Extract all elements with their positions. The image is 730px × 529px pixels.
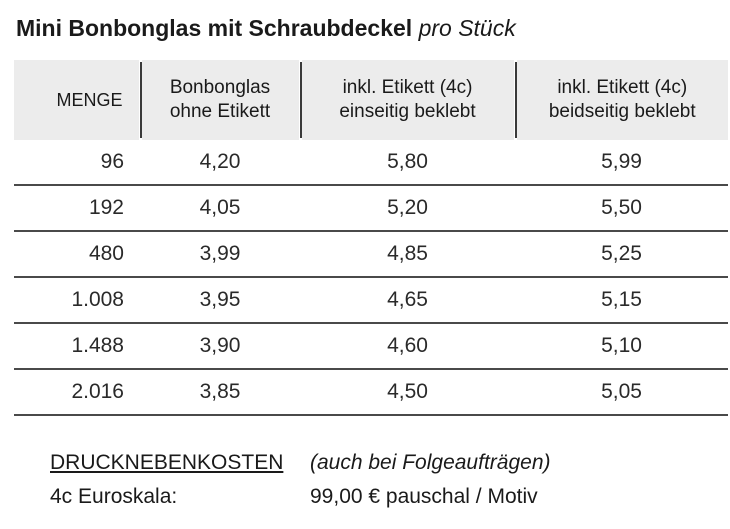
cell-quantity: 1.488 bbox=[14, 323, 140, 369]
cell-quantity: 96 bbox=[14, 140, 140, 185]
table-row bbox=[14, 323, 728, 369]
cell-price: 4,05 bbox=[140, 185, 300, 231]
print-costs-value: 99,00 € pauschal / Motiv bbox=[310, 485, 538, 508]
table-row bbox=[14, 277, 728, 323]
header-label-two-sides bbox=[515, 60, 728, 140]
cell-price: 4,50 bbox=[300, 369, 515, 415]
print-costs-item-row bbox=[50, 480, 551, 514]
print-costs-heading-row bbox=[50, 446, 551, 480]
print-costs-heading: DRUCKNEBENKOSTEN bbox=[50, 451, 284, 474]
header-label-one-side bbox=[300, 60, 515, 140]
cell-price: 5,20 bbox=[300, 185, 515, 231]
header-line: inkl. Etikett (4c) bbox=[557, 77, 688, 98]
header-quantity bbox=[14, 60, 140, 140]
cell-price: 4,20 bbox=[140, 140, 300, 185]
cell-price: 3,90 bbox=[140, 323, 300, 369]
header-quantity-label: MENGE bbox=[56, 90, 123, 110]
price-table bbox=[14, 60, 728, 416]
header-line: Bonbonglas bbox=[169, 77, 271, 98]
table-row bbox=[14, 369, 728, 415]
table-header-row bbox=[14, 60, 728, 140]
cell-price: 3,99 bbox=[140, 231, 300, 277]
header-line: beidseitig beklebt bbox=[548, 101, 696, 122]
cell-price: 5,80 bbox=[300, 140, 515, 185]
header-glass-no-label bbox=[140, 60, 300, 140]
page-title bbox=[16, 12, 516, 44]
print-costs-section bbox=[50, 446, 551, 514]
table-row bbox=[14, 140, 728, 185]
header-line: einseitig beklebt bbox=[339, 101, 476, 122]
cell-quantity: 192 bbox=[14, 185, 140, 231]
print-costs-note: (auch bei Folgeaufträgen) bbox=[310, 451, 551, 474]
cell-price: 4,65 bbox=[300, 277, 515, 323]
title-main: Mini Bonbonglas mit Schraubdeckel bbox=[16, 15, 413, 41]
cell-quantity: 1.008 bbox=[14, 277, 140, 323]
header-line: ohne Etikett bbox=[169, 101, 271, 122]
cell-price: 4,85 bbox=[300, 231, 515, 277]
cell-price: 5,15 bbox=[515, 277, 728, 323]
cell-price: 3,85 bbox=[140, 369, 300, 415]
cell-price: 5,05 bbox=[515, 369, 728, 415]
cell-price: 5,50 bbox=[515, 185, 728, 231]
cell-price: 5,25 bbox=[515, 231, 728, 277]
cell-quantity: 480 bbox=[14, 231, 140, 277]
cell-quantity: 2.016 bbox=[14, 369, 140, 415]
header-line: inkl. Etikett (4c) bbox=[342, 77, 473, 98]
cell-price: 5,10 bbox=[515, 323, 728, 369]
table-row bbox=[14, 231, 728, 277]
cell-price: 3,95 bbox=[140, 277, 300, 323]
print-costs-label: 4c Euroskala: bbox=[50, 485, 178, 508]
cell-price: 4,60 bbox=[300, 323, 515, 369]
table-row bbox=[14, 185, 728, 231]
cell-price: 5,99 bbox=[515, 140, 728, 185]
title-sub: pro Stück bbox=[418, 15, 516, 41]
